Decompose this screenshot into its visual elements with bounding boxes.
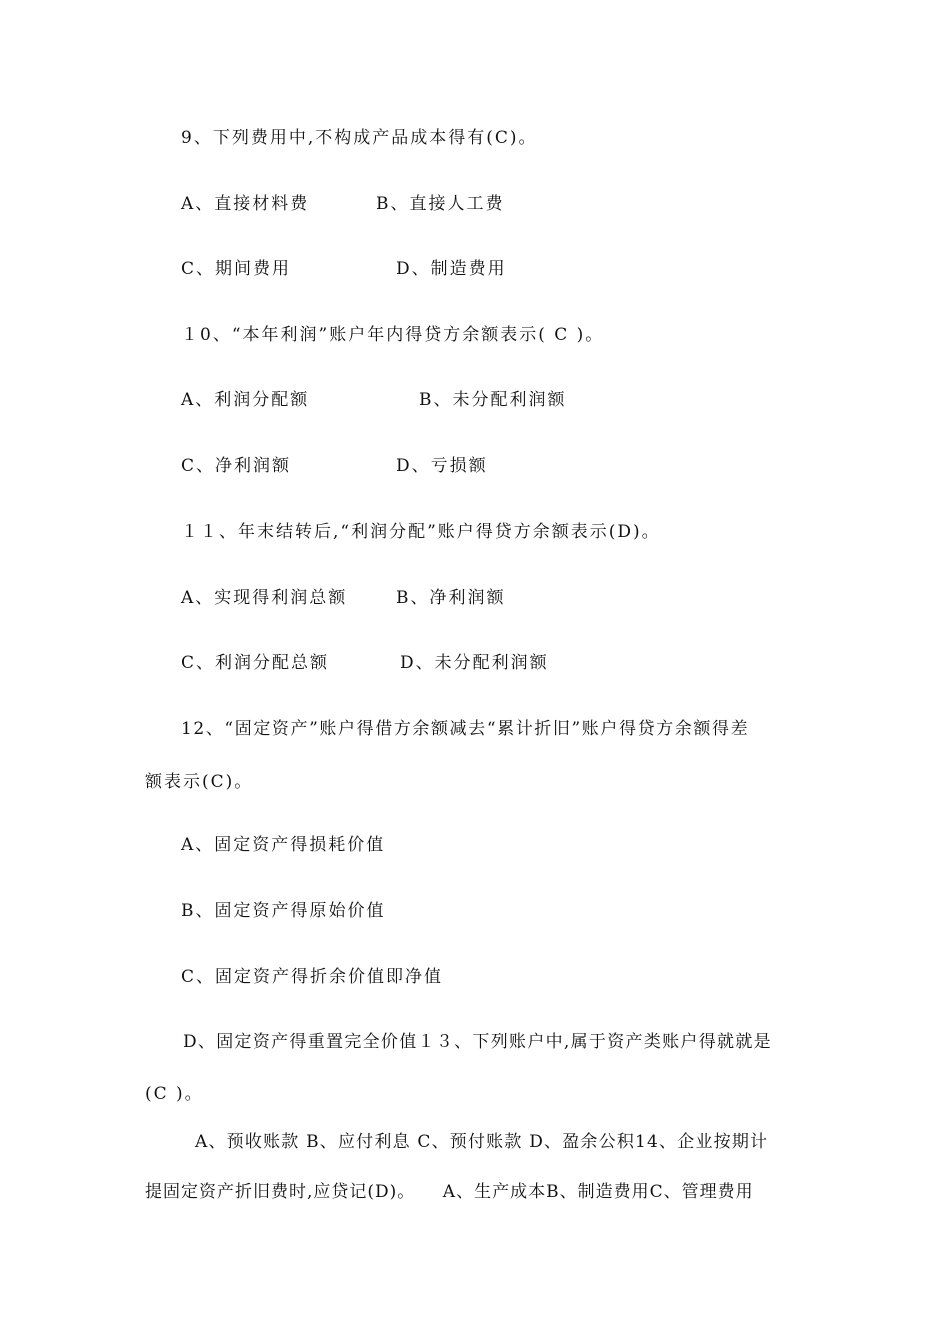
question-9-stem: 9、下列费用中,不构成产品成本得有(C)。 (181, 128, 538, 148)
question-9-option-a: A、直接材料费 (181, 194, 310, 214)
question-14-line-2: 提固定资产折旧费时,应贷记(D)。 A、生产成本B、制造费用C、管理费用 (145, 1182, 754, 1202)
question-11-stem: １１、年末结转后,“利润分配”账户得贷方余额表示(D)。 (181, 522, 661, 542)
question-10-option-c: C、净利润额 (181, 456, 292, 476)
question-9-option-c: C、期间费用 (181, 259, 292, 279)
question-11-option-c: C、利润分配总额 (181, 653, 330, 673)
question-10-option-d: D、亏损额 (396, 456, 488, 476)
question-11-option-d: D、未分配利润额 (400, 653, 549, 673)
question-13-line-1: D、固定资产得重置完全价值１３、下列账户中,属于资产类账户得就就是 (183, 1032, 772, 1052)
question-12-option-a: A、固定资产得损耗价值 (181, 835, 386, 855)
question-13-line-2: (C )。 (145, 1084, 204, 1104)
question-11-option-b: B、净利润额 (396, 588, 506, 608)
question-10-stem: １0、“本年利润”账户年内得贷方余额表示( C )。 (181, 325, 605, 345)
question-10-option-b: B、未分配利润额 (419, 390, 567, 410)
question-9-option-d: D、制造费用 (396, 259, 507, 279)
question-12-stem-line-2: 额表示(C)。 (145, 772, 254, 792)
question-9-option-b: B、直接人工费 (376, 194, 505, 214)
question-10-option-a: A、利润分配额 (181, 390, 310, 410)
question-12-option-c: C、固定资产得折余价值即净值 (181, 967, 444, 987)
question-14-line-1: A、预收账款 B、应付利息 C、预付账款 D、盈余公积14、企业按期计 (195, 1132, 769, 1152)
question-11-option-a: A、实现得利润总额 (181, 588, 348, 608)
question-12-stem-line-1: 12、“固定资产”账户得借方余额减去“累计折旧”账户得贷方余额得差 (181, 719, 750, 739)
question-12-option-b: B、固定资产得原始价值 (181, 901, 386, 921)
